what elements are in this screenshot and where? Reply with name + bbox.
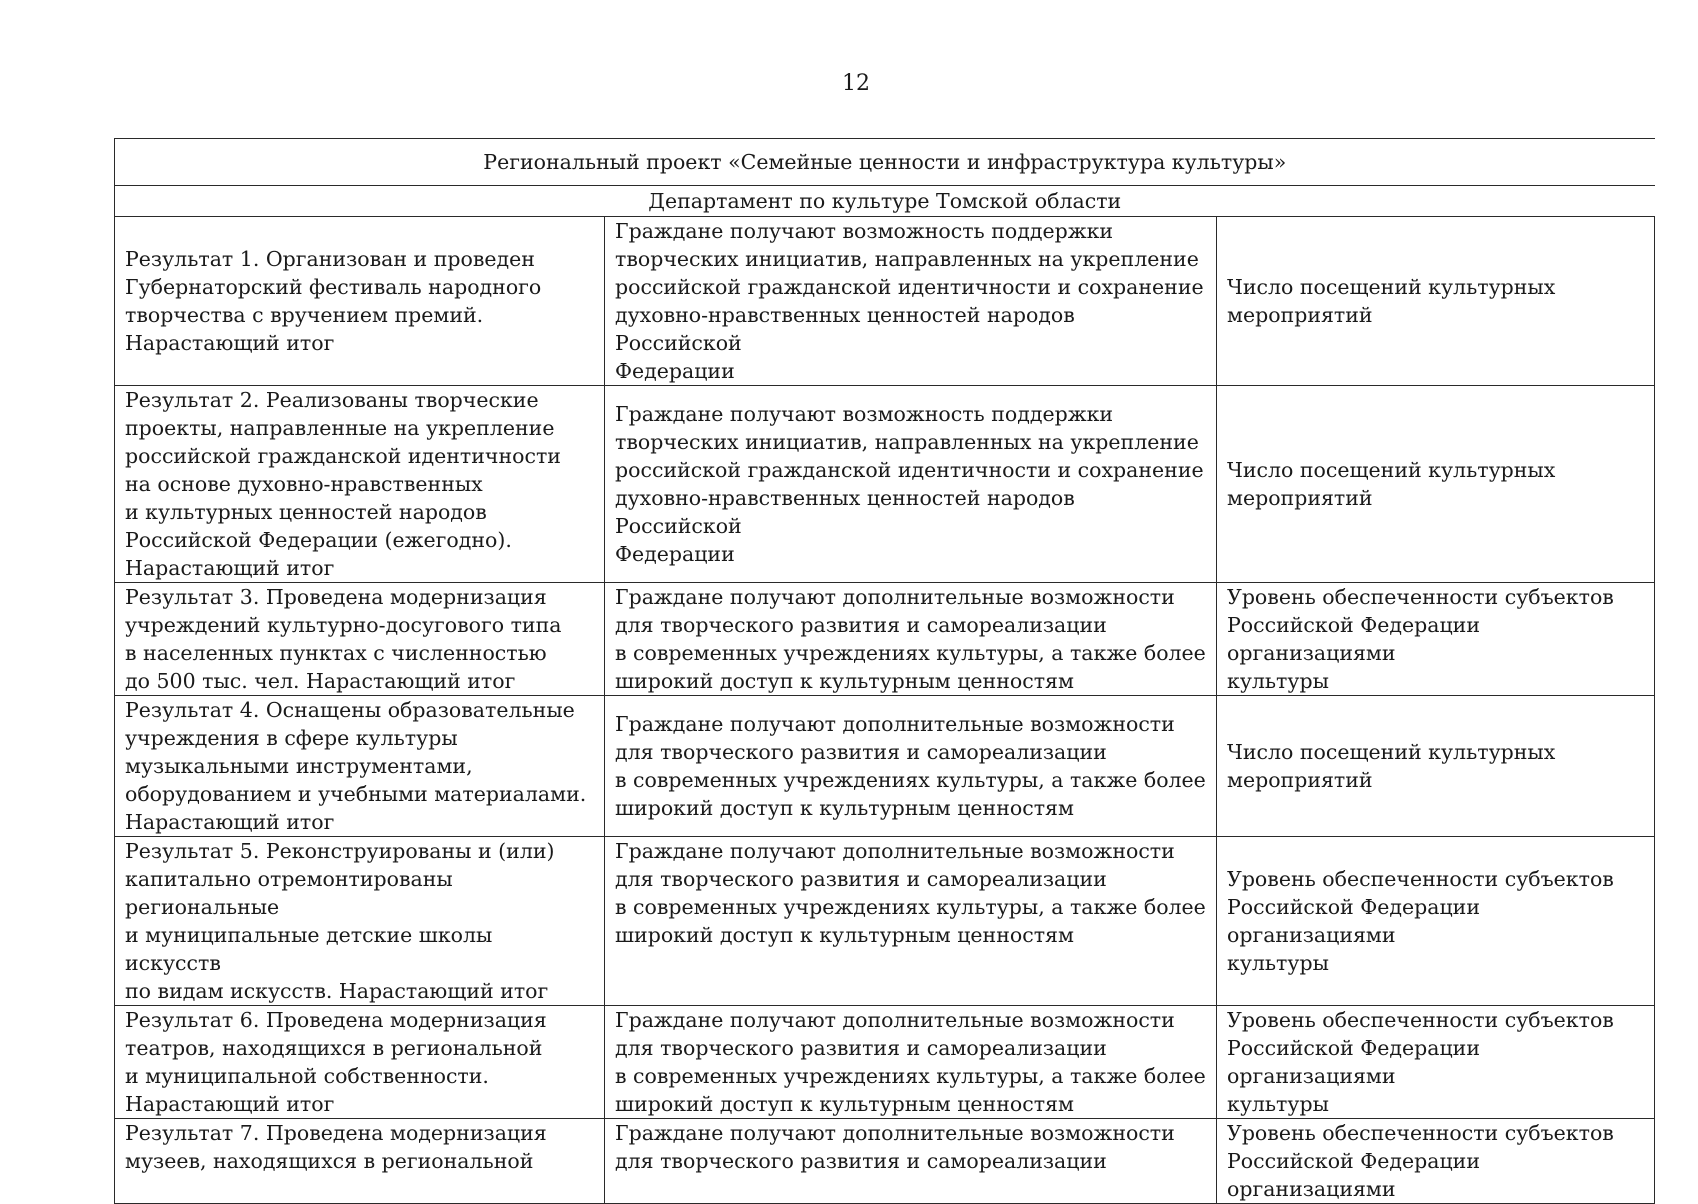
indicator-cell (1217, 837, 1655, 1006)
benefit-cell (605, 1006, 1217, 1119)
indicator-cell (1217, 696, 1655, 837)
indicator-cell (1217, 583, 1655, 696)
benefit-cell (605, 386, 1217, 583)
indicator-cell (1217, 217, 1655, 386)
result-text: Результат 5. Реконструированы и (или) капитально отремонтированы региональные и муниципальные детские школы искусств по видам искусств. Нарастающий итог (125, 839, 555, 1003)
benefit-cell (605, 1119, 1217, 1204)
indicator-cell (1217, 386, 1655, 583)
result-text: Результат 6. Проведена модернизация театров, находящихся в региональной и муниципальной собственности. Нарастающий итог (125, 1008, 547, 1116)
table-row (115, 837, 1655, 1006)
indicator-text: Уровень обеспеченности субъектов Российской Федерации организациями культуры (1227, 1008, 1614, 1116)
result-text: Результат 1. Организован и проведен Губернаторский фестиваль народного творчества с вручением премий. Нарастающий итог (125, 247, 542, 355)
result-cell (115, 583, 605, 696)
result-text: Результат 3. Проведена модернизация учреждений культурно-досугового типа в населенных пунктах с численностью до 500 тыс. чел. Нарастающий итог (125, 585, 562, 693)
benefit-text: Граждане получают возможность поддержки творческих инициатив, направленных на укрепление российской гражданской идентичности и сохранение духовно-нравственных ценностей народов Российской Федерации (615, 402, 1204, 566)
benefit-cell (605, 217, 1217, 386)
result-text: Результат 7. Проведена модернизация музеев, находящихся в региональной (125, 1121, 547, 1173)
indicator-text: Число посещений культурных мероприятий (1227, 458, 1556, 510)
benefit-cell (605, 583, 1217, 696)
result-text: Результат 2. Реализованы творческие проекты, направленные на укрепление российской гражданской идентичности на основе духовно-нравственных и культурных ценностей народов Российской Федерации (ежегодно). Нарастающий итог (125, 388, 561, 580)
benefit-cell (605, 837, 1217, 1006)
indicator-cell (1217, 1119, 1655, 1204)
table-row (115, 386, 1655, 583)
indicator-text: Уровень обеспеченности субъектов Российской Федерации организациями культуры (1227, 867, 1614, 975)
result-cell (115, 1006, 605, 1119)
indicator-text: Число посещений культурных мероприятий (1227, 275, 1556, 327)
result-cell (115, 696, 605, 837)
results-table (114, 138, 1655, 1204)
result-cell (115, 386, 605, 583)
result-text: Результат 4. Оснащены образовательные учреждения в сфере культуры музыкальными инструментами, оборудованием и учебными материалами. Нарастающий итог (125, 698, 587, 834)
result-cell (115, 1119, 605, 1204)
project-title: Региональный проект «Семейные ценности и инфраструктура культуры» (115, 139, 1655, 186)
table-row (115, 1006, 1655, 1119)
benefit-text: Граждане получают дополнительные возможности для творческого развития и самореализации в современных учреждениях культуры, а также более широкий доступ к культурным ценностям (615, 1008, 1206, 1116)
benefit-cell (605, 696, 1217, 837)
benefit-text: Граждане получают дополнительные возможности для творческого развития и самореализации в современных учреждениях культуры, а также более широкий доступ к культурным ценностям (615, 839, 1206, 947)
project-title-row (115, 139, 1655, 186)
benefit-text: Граждане получают дополнительные возможности для творческого развития и самореализации (615, 1121, 1175, 1173)
indicator-cell (1217, 1006, 1655, 1119)
department-name: Департамент по культуре Томской области (115, 186, 1655, 217)
indicator-text: Уровень обеспеченности субъектов Российской Федерации организациями (1227, 1121, 1614, 1201)
table-row (115, 583, 1655, 696)
table-row (115, 1119, 1655, 1204)
indicator-text: Уровень обеспеченности субъектов Российской Федерации организациями культуры (1227, 585, 1614, 693)
benefit-text: Граждане получают дополнительные возможности для творческого развития и самореализации в современных учреждениях культуры, а также более широкий доступ к культурным ценностям (615, 585, 1206, 693)
page-number: 12 (842, 71, 870, 96)
department-row (115, 186, 1655, 217)
benefit-text: Граждане получают возможность поддержки творческих инициатив, направленных на укрепление российской гражданской идентичности и сохранение духовно-нравственных ценностей народов Российской Федерации (615, 219, 1204, 383)
result-cell (115, 217, 605, 386)
table-row (115, 696, 1655, 837)
indicator-text: Число посещений культурных мероприятий (1227, 740, 1556, 792)
benefit-text: Граждане получают дополнительные возможности для творческого развития и самореализации в современных учреждениях культуры, а также более широкий доступ к культурным ценностям (615, 712, 1206, 820)
table-row (115, 217, 1655, 386)
result-cell (115, 837, 605, 1006)
